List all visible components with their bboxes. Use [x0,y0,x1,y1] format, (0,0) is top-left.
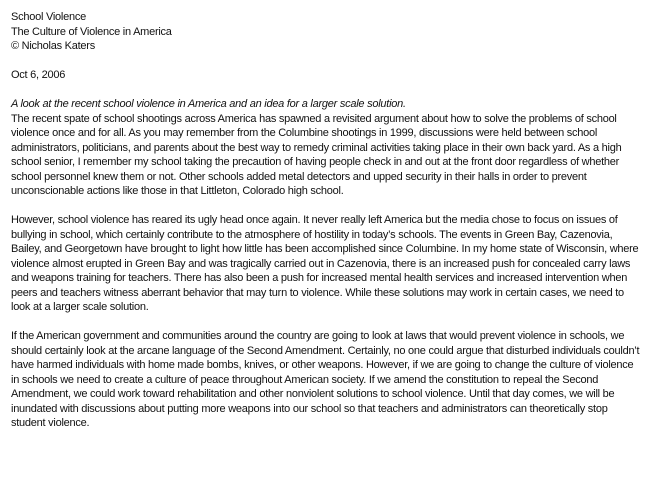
document [11,10,644,431]
article-lead: A look at the recent school violence in America and an idea for a larger scale solution. [11,98,406,110]
publish-date: Oct 6, 2006 [11,69,66,81]
paragraph-3: If the American government and communities around the country are going to look at laws that would prevent violence in schools, we should certainly look at the arcane language of the Second Amendment. Certainly, no one could argue that disturbed individuals couldn’t have harmed individuals with home made bombs, knives, or other weapons. However, if we are going to change the culture of violence in schools we need to create a culture of peace throughout American society. If we amend the constitution to repeal the Second Amendment, we could work toward rehabilitation and other nonviolent solutions to school violence. Until that day comes, we will be inundated with discussions about putting more weapons into our school so that teachers and administrators can theoretically stop student violence. [11,330,640,429]
document-subtitle: The Culture of Violence in America [11,25,172,38]
copyright-line: © Nicholas Katers [11,40,95,52]
document-title: School Violence [11,11,86,23]
paragraph-2: However, school violence has reared its ugly head once again. It never really left America but the media chose to focus on issues of bullying in school, which certainly contribute to the atmosphere of hostility in today’s schools. The events in Green Bay, Cazenovia, Bailey, and Georgetown have brought to light how little has been accomplished since Columbine. In my home state of Wisconsin, where violence almost erupted in Green Bay and was tragically carried out in Cazenovia, there is an increased push for concealed carry laws and weapons training for teachers. There has also been a push for increased mental health services and increased intervention when peers and teachers witness aberrant behavior that may turn to violence. While these solutions may work in certain cases, we need to look at a larger scale solution. [11,214,639,313]
paragraph-1: The recent spate of school shootings across America has spawned a revisited argument about how to solve the problems of school violence once and for all. As you may remember from the Columbine shootings in 1999, discussions were held between school administrators, politicians, and parents about the best way to remedy criminal activities taking place in their own back yard. As a high school senior, I remember my school taking the precaution of having people check in and out at the front door regardless of whether school personnel knew them or not. Other schools added metal detectors and upped security in their halls in order to prevent unconscionable actions like those in that Littleton, Colorado high school. [11,112,622,197]
spacer [11,83,644,98]
